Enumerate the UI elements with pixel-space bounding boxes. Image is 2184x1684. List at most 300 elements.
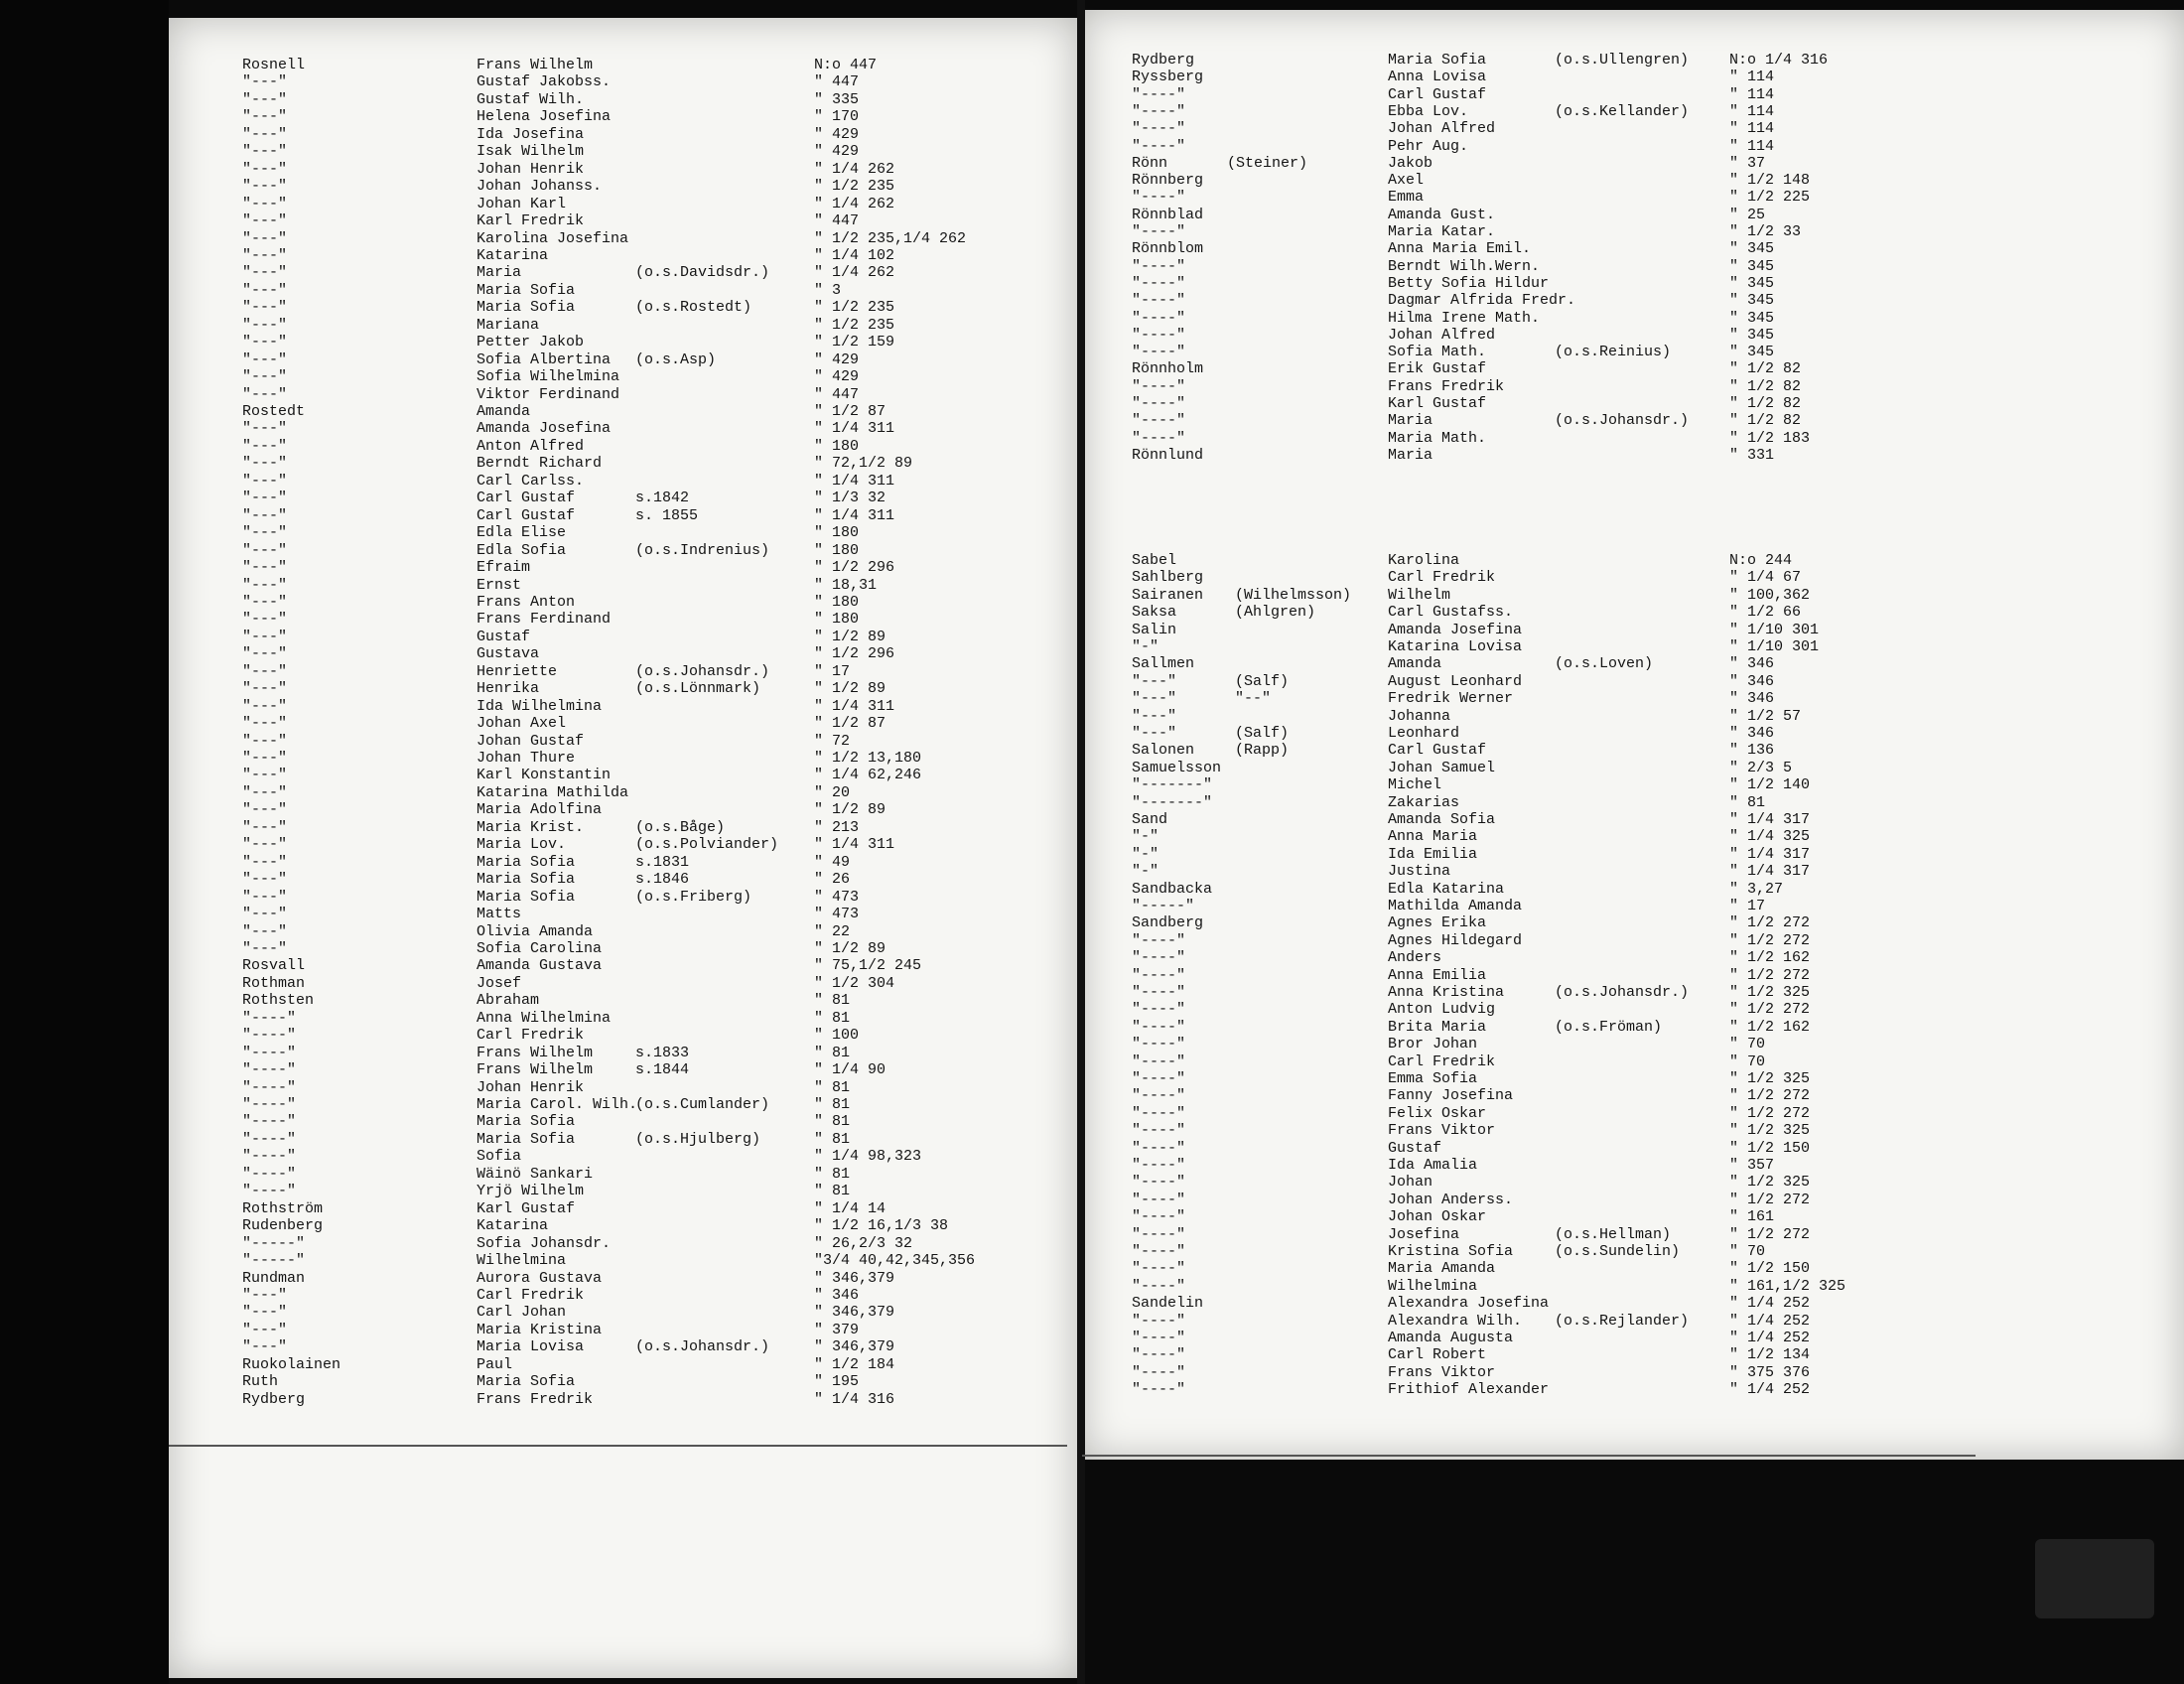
entry-surname: Rothsten: [242, 992, 315, 1010]
entry-reference: " 1/2 87: [814, 403, 887, 420]
entry-reference: " 161,1/2 325: [1729, 1277, 1846, 1295]
entry-reference: " 114: [1729, 69, 1775, 86]
entry-reference: " 1/2 183: [1729, 429, 1811, 447]
entry-given-names: Mathilda Amanda: [1388, 898, 1523, 914]
entry-reference: " 1/2 89: [814, 801, 887, 819]
entry-reference: " 1/2 89: [814, 680, 887, 698]
entry-given-names: Maria Sofia: [477, 888, 576, 906]
entry-surname-alt: (Salf): [1235, 725, 1290, 742]
entry-reference: " 1/2 150: [1729, 1260, 1811, 1278]
entry-given-names: Karl Fredrik: [477, 212, 585, 230]
entry-note: (o.s.Polviander): [635, 836, 779, 854]
entry-given-names: Anna Wilhelmina: [477, 1009, 612, 1027]
right-page-bottom-rule: [1082, 1455, 1976, 1457]
entry-reference: " 1/4 262: [814, 195, 895, 212]
entry-reference: N:o 1/4 316: [1729, 52, 1829, 69]
entry-given-names: Carl Gustaf: [1388, 85, 1487, 103]
entry-surname: "---": [242, 385, 288, 403]
entry-reference: "3/4 40,42,345,356: [814, 1252, 976, 1270]
entry-note: (o.s.Johansdr.): [1555, 412, 1690, 430]
entry-reference: " 75,1/2 245: [814, 957, 922, 975]
entry-reference: " 379: [814, 1321, 860, 1338]
entry-reference: " 26: [814, 871, 851, 889]
entry-note: (o.s.Lönnmark): [635, 680, 761, 698]
entry-reference: " 1/4 14: [814, 1199, 887, 1217]
entry-surname: Sand: [1132, 811, 1168, 828]
entry-reference: " 1/2 87: [814, 715, 887, 733]
entry-surname: "-": [1132, 638, 1160, 655]
entry-surname: "---": [1132, 672, 1177, 690]
entry-reference: " 346: [1729, 672, 1775, 690]
entry-reference: " 195: [814, 1373, 860, 1391]
entry-surname: "----": [1132, 1036, 1186, 1053]
entry-surname: "---": [242, 836, 288, 854]
entry-given-names: Katarina Mathilda: [477, 783, 629, 801]
entry-given-names: Amanda Josefina: [477, 420, 612, 438]
entry-note: (o.s.Kellander): [1555, 102, 1690, 120]
entry-given-names: Frans Anton: [477, 593, 576, 611]
entry-given-names: Fredrik Werner: [1388, 690, 1514, 708]
entry-surname: Sandelin: [1132, 1295, 1204, 1313]
entry-given-names: Berndt Wilh.Wern.: [1388, 257, 1541, 275]
entry-reference: " 1/4 316: [814, 1390, 895, 1408]
entry-surname: Saksa: [1132, 604, 1177, 622]
entry-reference: " 1/2 235: [814, 316, 895, 334]
entry-given-names: Emma: [1388, 189, 1425, 207]
entry-given-names: Carl Fredrik: [1388, 1052, 1496, 1070]
entry-surname: "----": [1132, 1381, 1186, 1399]
entry-note: (o.s.Rejlander): [1555, 1312, 1690, 1330]
entry-surname: "---": [242, 732, 288, 750]
entry-given-names: Leonhard: [1388, 725, 1460, 742]
entry-surname: "---": [1132, 707, 1177, 725]
entry-given-names: Hilma Irene Math.: [1388, 309, 1541, 327]
entry-note: s.1833: [635, 1044, 690, 1061]
entry-given-names: Johan Samuel: [1388, 759, 1496, 776]
entry-reference: " 70: [1729, 1052, 1766, 1070]
entry-given-names: Carl Fredrik: [477, 1286, 585, 1304]
entry-given-names: Gustaf: [1388, 1139, 1442, 1157]
entry-surname: Rydberg: [1132, 52, 1195, 69]
entry-note: s.1842: [635, 490, 690, 507]
entry-given-names: Amanda Augusta: [1388, 1330, 1514, 1346]
entry-surname: "---": [242, 506, 288, 524]
entry-reference: " 429: [814, 143, 860, 161]
entry-reference: " 81: [814, 1183, 851, 1200]
entry-given-names: Johan Karl: [477, 195, 567, 212]
entry-given-names: Gustava: [477, 645, 540, 663]
entry-given-names: Karl Konstantin: [477, 767, 612, 784]
entry-surname: "---": [242, 455, 288, 473]
entry-surname: "---": [242, 299, 288, 317]
entry-surname: "----": [1132, 1330, 1186, 1346]
entry-reference: " 26,2/3 32: [814, 1234, 913, 1252]
entry-given-names: Johan Gustaf: [477, 732, 585, 750]
entry-surname: "---": [242, 178, 288, 196]
entry-reference: " 375 376: [1729, 1363, 1811, 1381]
entry-reference: " 1/2 272: [1729, 1001, 1811, 1019]
entry-given-names: Frans Wilhelm: [477, 57, 594, 73]
entry-note: (o.s.Friberg): [635, 888, 752, 906]
entry-note: (o.s.Sundelin): [1555, 1243, 1681, 1260]
entry-given-names: Gustaf: [477, 628, 531, 645]
entry-surname: "----": [1132, 1191, 1186, 1208]
entry-reference: " 180: [814, 437, 860, 455]
entry-reference: " 81: [814, 1096, 851, 1113]
entry-surname: "----": [1132, 1070, 1186, 1087]
entry-given-names: Edla Katarina: [1388, 880, 1505, 898]
entry-reference: " 1/4 325: [1729, 828, 1811, 846]
entry-surname: "----": [1132, 1122, 1186, 1140]
entry-given-names: Anna Lovisa: [1388, 69, 1487, 86]
entry-surname: "---": [242, 662, 288, 680]
entry-reference: " 37: [1729, 154, 1766, 172]
entry-surname: "---": [242, 437, 288, 455]
entry-note: (o.s.Davidsdr.): [635, 264, 770, 282]
entry-reference: " 1/2 325: [1729, 1122, 1811, 1140]
entry-surname-alt: (Steiner): [1227, 154, 1308, 172]
entry-reference: " 357: [1729, 1157, 1775, 1174]
entry-surname: "----": [1132, 120, 1186, 138]
entry-surname: "----": [1132, 966, 1186, 984]
entry-given-names: Josef: [477, 974, 522, 992]
entry-reference: " 81: [814, 1113, 851, 1131]
entry-reference: " 346,379: [814, 1304, 895, 1322]
entry-given-names: Brita Maria: [1388, 1018, 1487, 1036]
entry-surname: "---": [242, 316, 288, 334]
entry-reference: " 1/4 252: [1729, 1330, 1811, 1346]
entry-given-names: Petter Jakob: [477, 334, 585, 351]
entry-reference: " 1/2 296: [814, 645, 895, 663]
entry-reference: " 345: [1729, 344, 1775, 361]
entry-given-names: Johan Henrik: [477, 160, 585, 178]
entry-surname: "----": [1132, 85, 1186, 103]
entry-reference: " 49: [814, 853, 851, 871]
entry-surname: "---": [242, 160, 288, 178]
entry-given-names: Sofia: [477, 1148, 522, 1166]
entry-reference: " 345: [1729, 274, 1775, 292]
entry-surname: "----": [1132, 1174, 1186, 1192]
entry-reference: " 100: [814, 1027, 860, 1045]
page-binding: [1077, 0, 1085, 1684]
entry-given-names: Bror Johan: [1388, 1036, 1478, 1053]
entry-surname: "----": [1132, 1157, 1186, 1174]
entry-given-names: Carl Fredrik: [477, 1027, 585, 1045]
entry-note: (o.s.Båge): [635, 818, 726, 836]
entry-reference: " 346: [1729, 655, 1775, 673]
entry-reference: " 346,379: [814, 1269, 895, 1287]
entry-reference: " 1/2 159: [814, 334, 895, 351]
entry-surname: "---": [242, 871, 288, 889]
entry-given-names: Agnes Erika: [1388, 914, 1487, 932]
entry-reference: " 1/4 311: [814, 836, 895, 854]
entry-reference: " 1/4 262: [814, 264, 895, 282]
entry-surname: "---": [242, 853, 288, 871]
entry-given-names: Carl Robert: [1388, 1346, 1487, 1364]
entry-given-names: Sofia Math.: [1388, 344, 1487, 361]
entry-given-names: Gustaf Jakobss.: [477, 73, 612, 91]
entry-given-names: Maria Kristina: [477, 1321, 603, 1338]
entry-reference: " 81: [1729, 793, 1766, 811]
entry-given-names: Karl Gustaf: [1388, 395, 1487, 412]
entry-reference: " 1/2 225: [1729, 189, 1811, 207]
entry-surname: "----": [1132, 395, 1186, 412]
entry-given-names: Johan Alfred: [1388, 326, 1496, 344]
entry-given-names: Ida Emilia: [1388, 845, 1478, 863]
entry-given-names: Anna Maria: [1388, 828, 1478, 846]
entry-surname: "---": [242, 108, 288, 126]
entry-surname: "---": [242, 750, 288, 767]
entry-given-names: Sofia Carolina: [477, 939, 603, 957]
entry-given-names: Karl Gustaf: [477, 1199, 576, 1217]
entry-given-names: Maria Lov.: [477, 836, 567, 854]
entry-reference: " 473: [814, 906, 860, 923]
entry-given-names: Johan Thure: [477, 750, 576, 767]
entry-surname: "---": [242, 541, 288, 559]
entry-surname: "---": [242, 1304, 288, 1322]
entry-given-names: Maria Sofia: [477, 853, 576, 871]
entry-surname: "-------": [1132, 776, 1213, 794]
entry-surname: "---": [242, 906, 288, 923]
entry-reference: " 1/2 150: [1729, 1139, 1811, 1157]
entry-reference: " 1/4 317: [1729, 811, 1811, 828]
entry-given-names: Wilhelmina: [1388, 1277, 1478, 1295]
entry-reference: " 2/3 5: [1729, 759, 1793, 776]
entry-reference: " 429: [814, 351, 860, 368]
entry-reference: " 70: [1729, 1036, 1766, 1053]
entry-given-names: Isak Wilhelm: [477, 143, 585, 161]
entry-surname-alt: (Rapp): [1235, 742, 1290, 760]
entry-reference: " 70: [1729, 1243, 1766, 1260]
entry-surname: "----": [1132, 309, 1186, 327]
entry-surname: "---": [242, 697, 288, 715]
entry-surname: "---": [242, 888, 288, 906]
entry-reference: " 1/2 325: [1729, 1070, 1811, 1087]
entry-surname: "---": [242, 334, 288, 351]
entry-reference: " 81: [814, 992, 851, 1010]
entry-reference: " 346: [1729, 690, 1775, 708]
entry-given-names: Mariana: [477, 316, 540, 334]
entry-surname-alt: "--": [1235, 690, 1272, 708]
entry-surname: Rönnblom: [1132, 240, 1204, 258]
entry-surname: "----": [1132, 1277, 1186, 1295]
entry-given-names: Helena Josefina: [477, 108, 612, 126]
entry-surname: "----": [1132, 344, 1186, 361]
entry-reference: " 447: [814, 385, 860, 403]
entry-reference: " 1/2 89: [814, 628, 887, 645]
entry-note: (o.s.Hjulberg): [635, 1130, 761, 1148]
entry-reference: " 1/2 272: [1729, 1087, 1811, 1105]
entry-reference: " 1/4 311: [814, 506, 895, 524]
entry-reference: N:o 244: [1729, 552, 1793, 569]
entry-surname: "---": [242, 680, 288, 698]
entry-reference: " 136: [1729, 742, 1775, 760]
entry-surname: "---": [242, 818, 288, 836]
entry-surname: Rundman: [242, 1269, 306, 1287]
entry-surname: "---": [242, 212, 288, 230]
entry-given-names: Johan: [1388, 1174, 1433, 1192]
entry-reference: " 331: [1729, 446, 1775, 464]
entry-given-names: Carl Gustafss.: [1388, 604, 1514, 622]
entry-surname: Rosvall: [242, 957, 306, 975]
entry-given-names: Aurora Gustava: [477, 1269, 603, 1287]
entry-given-names: Frans Viktor: [1388, 1363, 1496, 1381]
entry-surname: "----": [242, 1183, 297, 1200]
entry-reference: " 345: [1729, 326, 1775, 344]
entry-surname: Rothström: [242, 1199, 324, 1217]
entry-reference: " 1/2 184: [814, 1355, 895, 1373]
entry-given-names: Betty Sofia Hildur: [1388, 274, 1550, 292]
entry-surname: "----": [242, 1148, 297, 1166]
entry-given-names: Agnes Hildegard: [1388, 931, 1523, 949]
entry-reference: " 1/2 66: [1729, 604, 1802, 622]
entry-given-names: Edla Elise: [477, 524, 567, 542]
entry-surname: "----": [1132, 1001, 1186, 1019]
entry-reference: " 1/4 317: [1729, 863, 1811, 881]
entry-surname: "---": [242, 1338, 288, 1356]
entry-reference: " 335: [814, 90, 860, 108]
entry-surname: "----": [242, 1096, 297, 1113]
entry-given-names: Abraham: [477, 992, 540, 1010]
entry-surname: "----": [242, 1078, 297, 1096]
entry-given-names: Anna Kristina: [1388, 984, 1505, 1001]
entry-given-names: Wilhelmina: [477, 1252, 567, 1270]
entry-note: (o.s.Loven): [1555, 655, 1654, 673]
entry-reference: " 100,362: [1729, 586, 1811, 604]
entry-given-names: Anton Ludvig: [1388, 1001, 1496, 1019]
entry-given-names: Carl Johan: [477, 1304, 567, 1322]
entry-given-names: Alexandra Wilh.: [1388, 1312, 1523, 1330]
entry-surname: "-": [1132, 828, 1160, 846]
entry-note: s. 1855: [635, 506, 699, 524]
entry-surname: "----": [242, 1027, 297, 1045]
entry-reference: " 447: [814, 212, 860, 230]
entry-given-names: Maria Sofia: [477, 871, 576, 889]
entry-surname: "---": [242, 628, 288, 645]
entry-surname: "----": [1132, 1346, 1186, 1364]
entry-given-names: Frans Ferdinand: [477, 611, 612, 629]
entry-surname: "---": [242, 195, 288, 212]
entry-given-names: Johan Henrik: [477, 1078, 585, 1096]
entry-reference: " 345: [1729, 309, 1775, 327]
entry-given-names: Carl Gustaf: [1388, 742, 1487, 760]
entry-surname: "----": [1132, 326, 1186, 344]
entry-surname: "---": [242, 715, 288, 733]
entry-surname: "---": [242, 524, 288, 542]
entry-surname: Rönnberg: [1132, 172, 1204, 190]
entry-surname: Rönn: [1132, 154, 1168, 172]
entry-surname-alt: (Ahlgren): [1235, 604, 1316, 622]
entry-surname: "----": [242, 1009, 297, 1027]
entry-surname: "----": [242, 1061, 297, 1079]
entry-surname: Ruokolainen: [242, 1355, 341, 1373]
entry-reference: " 1/2 13,180: [814, 750, 922, 767]
entry-reference: " 1/2 82: [1729, 360, 1802, 378]
entry-reference: " 1/2 148: [1729, 172, 1811, 190]
scan-corner-artifact: [2035, 1539, 2154, 1618]
entry-given-names: Viktor Ferdinand: [477, 385, 620, 403]
entry-surname: "----": [1132, 412, 1186, 430]
entry-reference: " 72: [814, 732, 851, 750]
entry-surname: Ryssberg: [1132, 69, 1204, 86]
entry-surname: "---": [242, 420, 288, 438]
entry-surname: Rydberg: [242, 1390, 306, 1408]
entry-reference: " 1/2 162: [1729, 949, 1811, 967]
entry-reference: " 170: [814, 108, 860, 126]
entry-reference: " 346,379: [814, 1338, 895, 1356]
entry-reference: " 1/4 311: [814, 420, 895, 438]
entry-surname: "----": [1132, 1139, 1186, 1157]
entry-note: (o.s.Johansdr.): [635, 1338, 770, 1356]
entry-reference: " 429: [814, 368, 860, 386]
entry-surname: Sandberg: [1132, 914, 1204, 932]
entry-surname: Rönnblad: [1132, 206, 1204, 223]
entry-reference: " 1/2 304: [814, 974, 895, 992]
entry-surname: "---": [242, 143, 288, 161]
entry-given-names: Olivia Amanda: [477, 922, 594, 940]
entry-given-names: Amanda: [1388, 655, 1442, 673]
entry-reference: " 1/2 134: [1729, 1346, 1811, 1364]
entry-reference: " 18,31: [814, 576, 878, 594]
entry-given-names: Anna Maria Emil.: [1388, 240, 1532, 258]
entry-reference: " 1/4 98,323: [814, 1148, 922, 1166]
entry-given-names: Johan Johanss.: [477, 178, 603, 196]
entry-given-names: Pehr Aug.: [1388, 137, 1469, 155]
entry-surname: "----": [1132, 1104, 1186, 1122]
entry-given-names: Maria Sofia: [477, 281, 576, 299]
entry-surname: "----": [1132, 189, 1186, 207]
entry-surname: "----": [1132, 377, 1186, 395]
entry-surname: "---": [242, 922, 288, 940]
entry-given-names: Sofia Albertina: [477, 351, 612, 368]
entry-surname: "---": [1132, 690, 1177, 708]
entry-surname: "----": [1132, 1225, 1186, 1243]
entry-surname: "----": [1132, 1260, 1186, 1278]
entry-given-names: August Leonhard: [1388, 672, 1523, 690]
entry-surname: "----": [242, 1165, 297, 1183]
entry-given-names: Sofia Johansdr.: [477, 1234, 612, 1252]
entry-surname: "---": [242, 767, 288, 784]
entry-surname: "---": [242, 801, 288, 819]
entry-surname: "----": [1132, 931, 1186, 949]
entry-surname: "---": [242, 490, 288, 507]
entry-reference: " 3,27: [1729, 880, 1784, 898]
entry-given-names: Ida Josefina: [477, 125, 585, 143]
entry-note: (o.s.Hellman): [1555, 1225, 1672, 1243]
entry-note: s.1831: [635, 853, 690, 871]
entry-surname: "----": [1132, 1312, 1186, 1330]
entry-reference: " 1/2 235: [814, 299, 895, 317]
entry-surname: Salonen: [1132, 742, 1195, 760]
entry-given-names: Erik Gustaf: [1388, 360, 1487, 378]
entry-reference: " 1/3 32: [814, 490, 887, 507]
entry-given-names: Edla Sofia: [477, 541, 567, 559]
entry-reference: " 3: [814, 281, 842, 299]
entry-given-names: Justina: [1388, 863, 1451, 881]
entry-reference: " 1/2 296: [814, 559, 895, 577]
entry-reference: " 72,1/2 89: [814, 455, 913, 473]
entry-reference: " 1/2 235,1/4 262: [814, 229, 967, 247]
entry-given-names: Ebba Lov.: [1388, 102, 1469, 120]
entry-reference: " 473: [814, 888, 860, 906]
entry-given-names: Frans Wilhelm: [477, 1044, 594, 1061]
entry-given-names: Anders: [1388, 949, 1442, 967]
entry-given-names: Michel: [1388, 776, 1442, 794]
entry-reference: " 81: [814, 1009, 851, 1027]
entry-surname: "---": [242, 125, 288, 143]
entry-given-names: Berndt Richard: [477, 455, 603, 473]
entry-surname: "----": [1132, 274, 1186, 292]
